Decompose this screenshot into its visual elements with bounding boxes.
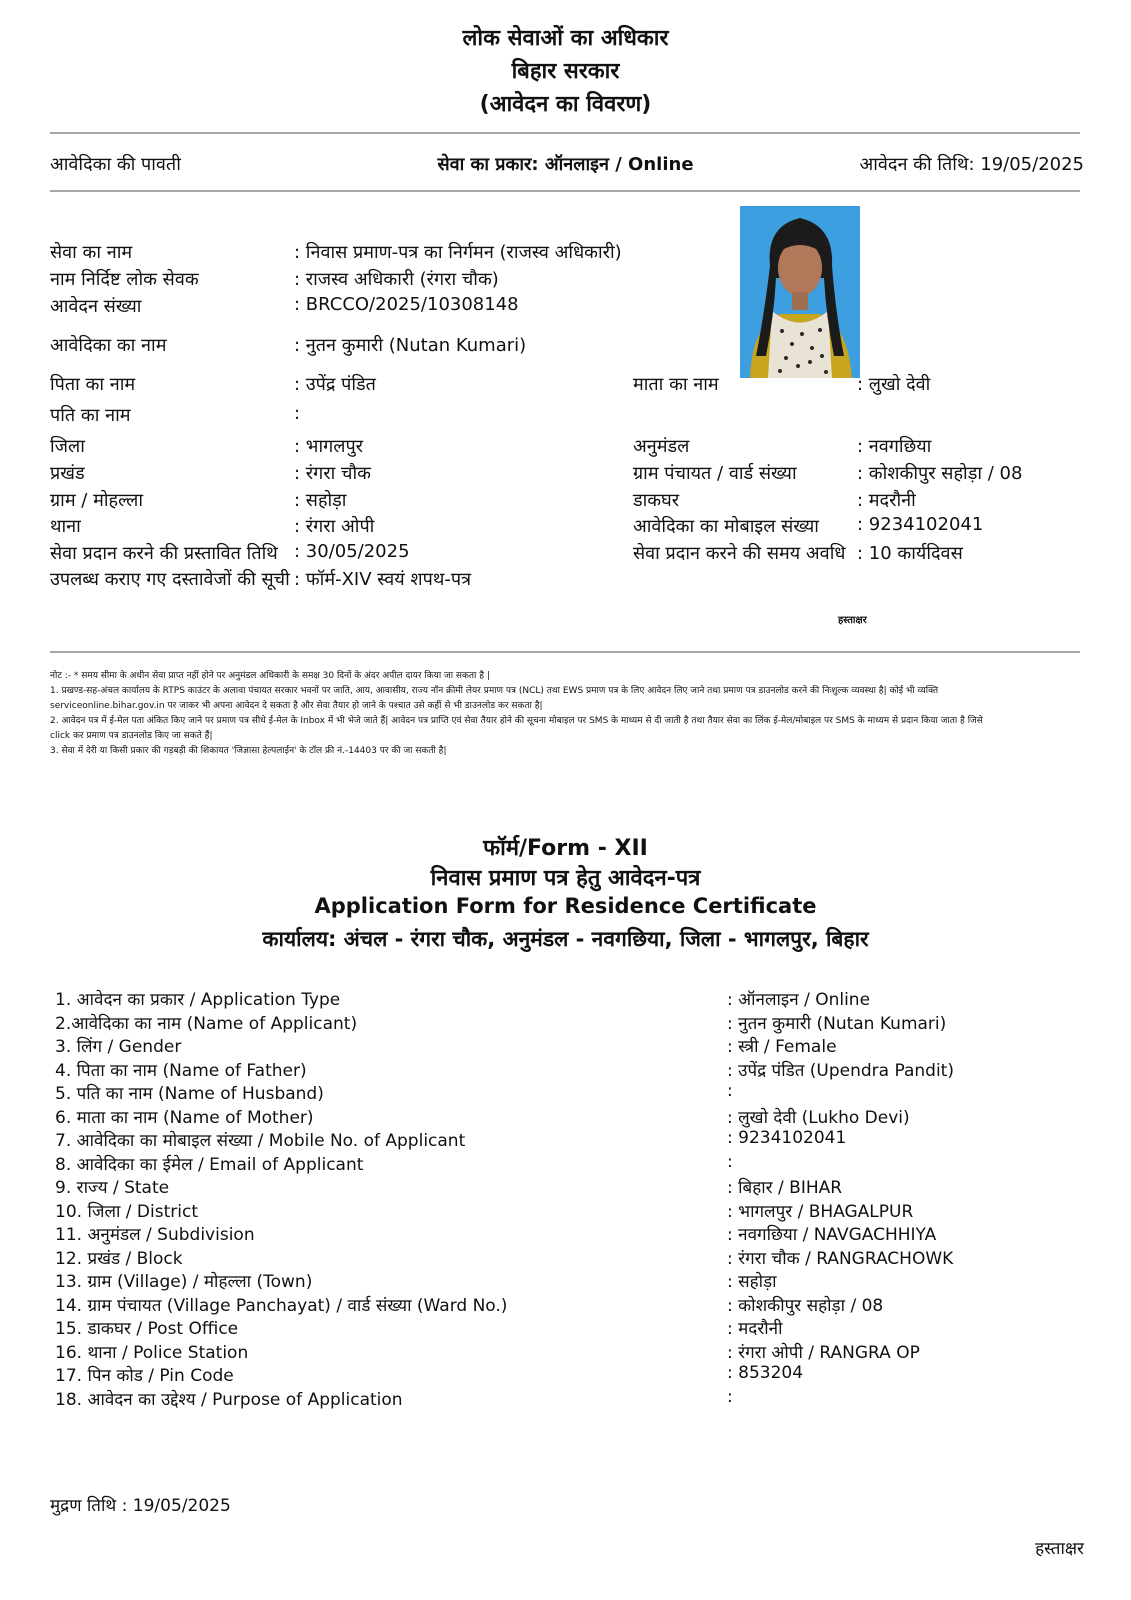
form-row-label: 16. थाना / Police Station [55,1343,249,1363]
form-row-value: : ऑनलाइन / Online [727,990,871,1010]
note-line: 3. सेवा में देरी या किसी प्रकार की गड़बड़ी की शिकायत 'जिज्ञासा हेल्पलाईन' के टॉल फ्री नं.-14403 पर की जा सकती है| [50,746,447,756]
label-public-servant: नाम निर्दिष्ट लोक सेवक [50,269,199,290]
value-post-office: : मदरौनी [857,490,916,511]
form-row-label: 17. पिन कोड / Pin Code [55,1366,234,1386]
value-mother: : लुखो देवी [857,374,931,395]
form-office: कार्यालय: अंचल - रंगरा चौक, अनुमंडल - नवगछिया, जिला - भागलपुर, बिहार [262,927,869,951]
form-row-value: : नवगछिया / NAVGACHHIYA [727,1225,937,1245]
label-husband: पति का नाम [50,405,131,426]
label-mobile: आवेदिका का मोबाइल संख्या [633,516,819,537]
form-row-label: 9. राज्य / State [55,1178,170,1198]
value-service-name: : निवास प्रमाण-पत्र का निर्गमन (राजस्व अधिकारी) [294,242,622,263]
form-row-label: 12. प्रखंड / Block [55,1249,183,1269]
receipt-label: आवेदिका की पावती [50,154,181,175]
form-row-value: : [727,1387,733,1407]
applicant-photo-image [740,206,860,378]
label-proposed-date: सेवा प्रदान करने की प्रस्तावित तिथि [50,543,278,564]
form-row-value: : नुतन कुमारी (Nutan Kumari) [727,1014,947,1034]
print-date: मुद्रण तिथि : 19/05/2025 [50,1496,231,1516]
value-panchayat: : कोशकीपुर सहोड़ा / 08 [857,463,1023,484]
form-row-label: 4. पिता का नाम (Name of Father) [55,1061,307,1081]
header-government: बिहार सरकार [511,59,620,84]
label-post-office: डाकघर [633,490,680,511]
label-village: ग्राम / मोहल्ला [50,490,144,511]
value-public-servant: : राजस्व अधिकारी (रंगरा चौक) [294,269,499,290]
note-line: 2. आवेदन पत्र में ई-मेल पता अंकित किए जाने पर प्रमाण पत्र सीधे ई-मेल के Inbox में भी भेजे जाते हैं| आवेदन पत्र प्राप्ति एवं सेवा तैयार होने की सूचना मोबाइल पर SMS के माध्यम से दी जाती है तथा तैयार सेवा का लिंक ई-मेल/मोबाइल पर SMS के माध्यम से प्रदान किया जाता है जिसे [50,716,983,726]
form-row-value: : लुखो देवी (Lukho Devi) [727,1108,910,1128]
form-row-value: : उपेंद्र पंडित (Upendra Pandit) [727,1061,954,1081]
form-row-label: 11. अनुमंडल / Subdivision [55,1225,255,1245]
form-row-label: 3. लिंग / Gender [55,1037,182,1057]
value-husband: : [294,403,301,424]
divider-notes [50,651,1080,653]
value-documents: : फॉर्म-XIV स्वयं शपथ-पत्र [294,569,472,590]
label-district: जिला [50,436,85,457]
header-title: लोक सेवाओं का अधिकार [462,26,669,51]
form-row-value: : स्त्री / Female [727,1037,837,1057]
form-row-value: : बिहार / BIHAR [727,1178,843,1198]
note-line: serviceonline.bihar.gov.in पर जाकर भी अपना आवेदन दे सकता है और सेवा तैयार हो जाने के पश्चात उसे कहीं से भी डाउनलोड कर सकता है| [50,701,543,711]
application-date: आवेदन की तिथि: 19/05/2025 [859,154,1084,175]
service-type: सेवा का प्रकार: ऑनलाइन / Online [437,154,694,175]
value-subdivision: : नवगछिया [857,436,932,457]
label-mother: माता का नाम [633,374,719,395]
label-subdivision: अनुमंडल [633,436,690,457]
note-line: 1. प्रखण्ड-सह-अंचल कार्यालय के RTPS काउंटर के अलावा पंचायत सरकार भवनों पर जाति, आय, आवासीय, राज्य नॉन क्रीमी लेयर प्रमाण पत्र (NCL) तथा EWS प्रमाण पत्र के लिए आवेदन लिए जाने तथा प्रमाण पत्र डाउनलोड करने की निःशुल्क व्यवस्था है| कोई भी व्यक्ति [50,686,939,696]
label-service-name: सेवा का नाम [50,242,133,263]
form-title-hindi: निवास प्रमाण पत्र हेतु आवेदन-पत्र [430,866,701,891]
value-mobile: : 9234102041 [857,514,984,535]
label-applicant-name: आवेदिका का नाम [50,335,167,356]
value-application-no: : BRCCO/2025/10308148 [294,294,519,315]
value-village: : सहोड़ा [294,490,347,511]
form-row-label: 6. माता का नाम (Name of Mother) [55,1108,314,1128]
form-row-value: : कोशकीपुर सहोड़ा / 08 [727,1296,884,1316]
label-application-no: आवेदन संख्या [50,296,142,317]
signature-label: हस्ताक्षर [1035,1539,1084,1559]
value-proposed-date: : 30/05/2025 [294,541,410,562]
form-row-label: 7. आवेदिका का मोबाइल संख्या / Mobile No. of Applicant [55,1131,466,1151]
form-row-label: 2.आवेदिका का नाम (Name of Applicant) [55,1014,358,1034]
form-row-value: : रंगरा चौक / RANGRACHOWK [727,1249,954,1269]
value-district: : भागलपुर [294,436,364,457]
value-time-limit: : 10 कार्यदिवस [857,543,963,564]
value-father: : उपेंद्र पंडित [294,374,376,395]
header-subtitle: (आवेदन का विवरण) [479,92,652,117]
label-father: पिता का नाम [50,374,136,395]
divider-top [50,132,1080,134]
value-police-station: : रंगरा ओपी [294,516,375,537]
label-time-limit: सेवा प्रदान करने की समय अवधि [633,543,846,564]
form-row-label: 1. आवेदन का प्रकार / Application Type [55,990,341,1010]
form-row-label: 15. डाकघर / Post Office [55,1319,239,1339]
divider-receipt [50,190,1080,192]
form-row-value: : 9234102041 [727,1128,847,1148]
form-row-label: 13. ग्राम (Village) / मोहल्ला (Town) [55,1272,313,1292]
form-row-value: : 853204 [727,1363,804,1383]
form-row-value: : [727,1152,733,1172]
value-applicant-name: : नुतन कुमारी (Nutan Kumari) [294,335,527,356]
label-block: प्रखंड [50,463,85,484]
form-row-label: 8. आवेदिका का ईमेल / Email of Applicant [55,1155,364,1175]
form-number: फॉर्म/Form - XII [483,836,648,861]
notes-block [50,669,1090,759]
note-line: नोट :- * समय सीमा के अधीन सेवा प्राप्त नहीं होने पर अनुमंडल अधिकारी के समक्ष 30 दिनों के अंदर अपील दायर किया जा सकता है | [50,671,490,681]
form-row-value: : रंगरा ओपी / RANGRA OP [727,1343,920,1363]
applicant-photo [740,206,860,378]
note-line: click कर प्रमाण पत्र डाउनलोड किए जा सकते हैं| [50,731,213,741]
value-block: : रंगरा चौक [294,463,371,484]
form-title-english: Application Form for Residence Certificate [314,894,817,918]
label-documents: उपलब्ध कराए गए दस्तावेजों की सूची [50,569,290,590]
label-panchayat: ग्राम पंचायत / वार्ड संख्या [633,463,797,484]
form-row-label: 10. जिला / District [55,1202,198,1222]
form-row-value: : मदरौनी [727,1319,783,1339]
form-row-label: 5. पति का नाम (Name of Husband) [55,1084,324,1104]
form-row-label: 18. आवेदन का उद्देश्य / Purpose of Application [55,1390,403,1410]
form-row-value: : भागलपुर / BHAGALPUR [727,1202,914,1222]
form-row-label: 14. ग्राम पंचायत (Village Panchayat) / वार्ड संख्या (Ward No.) [55,1296,508,1316]
form-row-value: : सहोड़ा [727,1272,777,1292]
label-police-station: थाना [50,516,81,537]
form-row-value: : [727,1081,733,1101]
signature-label-small: हस्ताक्षर [838,615,867,626]
